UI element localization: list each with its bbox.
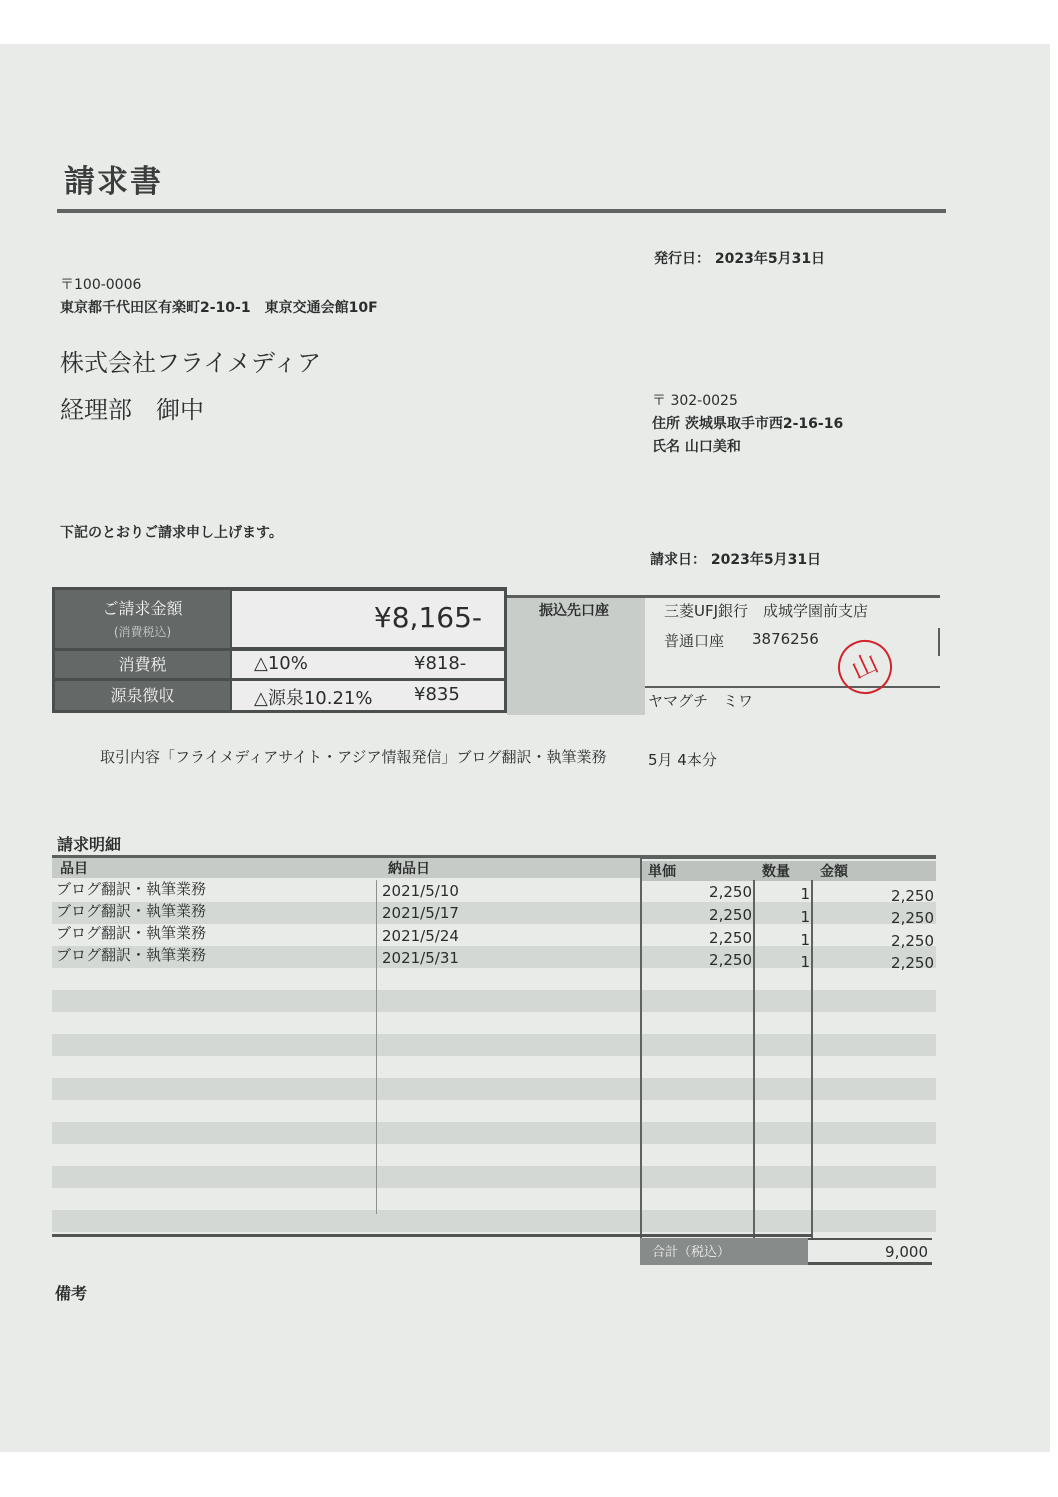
row-date: 2021/5/17	[382, 904, 459, 922]
withholding-rate: △源泉10.21%	[254, 688, 373, 709]
document-title: 請求書	[64, 164, 163, 200]
row-date: 2021/5/31	[382, 949, 459, 967]
row-date: 2021/5/10	[382, 882, 459, 900]
row-unit-price: 2,250	[709, 929, 752, 947]
row-amount: 2,250	[891, 909, 934, 927]
row-stripe	[52, 990, 936, 1012]
withholding-row	[232, 681, 504, 710]
bank-side-rule	[938, 628, 940, 656]
bank-account-number: 3876256	[752, 630, 819, 648]
row-unit-price: 2,250	[709, 883, 752, 901]
bank-label-cell	[507, 595, 645, 715]
row-stripe	[52, 1166, 936, 1188]
transaction-description: 取引内容「フライメディアサイト・アジア情報発信」ブログ翻訳・執筆業務	[100, 748, 607, 766]
remarks-label: 備考	[55, 1284, 88, 1303]
sender-name: 氏名 山口美和	[652, 439, 741, 455]
transaction-period: 5月 4本分	[648, 751, 717, 769]
bank-holder: ヤマグチ ミワ	[648, 692, 754, 710]
column-header-item: 品目	[52, 858, 640, 878]
bank-account-type: 普通口座	[664, 632, 725, 650]
table-row	[52, 900, 936, 927]
total-value: 9,000	[885, 1243, 928, 1261]
row-stripe	[52, 1210, 936, 1232]
tax-row	[232, 651, 504, 678]
table-row	[52, 922, 936, 950]
recipient-department: 経理部 御中	[60, 396, 204, 424]
row-stripe	[52, 1122, 936, 1144]
recipient-address: 東京都千代田区有楽町2-10-1 東京交通会館10F	[60, 300, 378, 316]
amount-value: ¥8,165-	[373, 601, 482, 634]
column-header-unit-price: 単価	[640, 861, 754, 881]
row-item: ブログ翻訳・執筆業務	[56, 902, 207, 920]
total-label: 合計（税込）	[652, 1245, 731, 1260]
column-header-amount: 金額	[812, 861, 936, 881]
row-item: ブログ翻訳・執筆業務	[56, 924, 207, 942]
row-qty: 1	[800, 908, 810, 926]
issue-date: 発行日： 2023年5月31日	[654, 251, 826, 267]
total-value-cell	[808, 1238, 932, 1265]
sender-address: 住所 茨城県取手市西2-16-16	[652, 416, 844, 432]
column-header-date: 納品日	[388, 861, 430, 877]
personal-seal-stamp: 山	[829, 631, 901, 703]
bank-mid-rule	[645, 686, 940, 688]
row-qty: 1	[800, 953, 810, 971]
amount-value-cell	[232, 591, 504, 647]
column-header-qty: 数量	[754, 861, 812, 881]
row-date: 2021/5/24	[382, 927, 459, 945]
details-heading: 請求明細	[57, 835, 122, 854]
table-row	[52, 878, 936, 905]
row-unit-price: 2,250	[709, 951, 752, 969]
row-item: ブログ翻訳・執筆業務	[56, 946, 207, 964]
amount-sublabel: (消費税込)	[113, 625, 172, 639]
amount-label: ご請求金額	[102, 599, 183, 618]
recipient-postal: 〒100-0006	[60, 277, 142, 293]
tax-label: 消費税	[55, 651, 230, 678]
row-unit-price: 2,250	[709, 906, 752, 924]
bank-name: 三菱UFJ銀行 成城学園前支店	[664, 602, 869, 620]
row-stripe	[52, 1034, 936, 1056]
request-date: 請求日： 2023年5月31日	[650, 552, 822, 568]
row-qty: 1	[800, 931, 810, 949]
sender-postal: 〒 302-0025	[652, 393, 738, 409]
row-item: ブログ翻訳・執筆業務	[56, 880, 207, 898]
row-stripe	[52, 1078, 936, 1100]
table-bottom-rule	[52, 1234, 812, 1237]
bank-label: 振込先口座	[539, 603, 609, 619]
row-amount: 2,250	[891, 954, 934, 972]
title-divider	[57, 209, 946, 213]
row-qty: 1	[800, 885, 810, 903]
intro-text: 下記のとおりご請求申し上げます。	[60, 525, 283, 541]
tax-amount: ¥818-	[414, 653, 467, 674]
total-label-cell	[640, 1238, 808, 1265]
row-amount: 2,250	[891, 932, 934, 950]
withholding-amount: ¥835	[414, 684, 460, 705]
withholding-label: 源泉徴収	[55, 681, 230, 710]
amount-label-cell	[55, 590, 230, 648]
tax-rate: △10%	[254, 653, 308, 674]
bank-top-rule	[507, 595, 940, 598]
row-amount: 2,250	[891, 887, 934, 905]
recipient-company: 株式会社フライメディア	[60, 349, 322, 377]
table-row	[52, 944, 936, 972]
